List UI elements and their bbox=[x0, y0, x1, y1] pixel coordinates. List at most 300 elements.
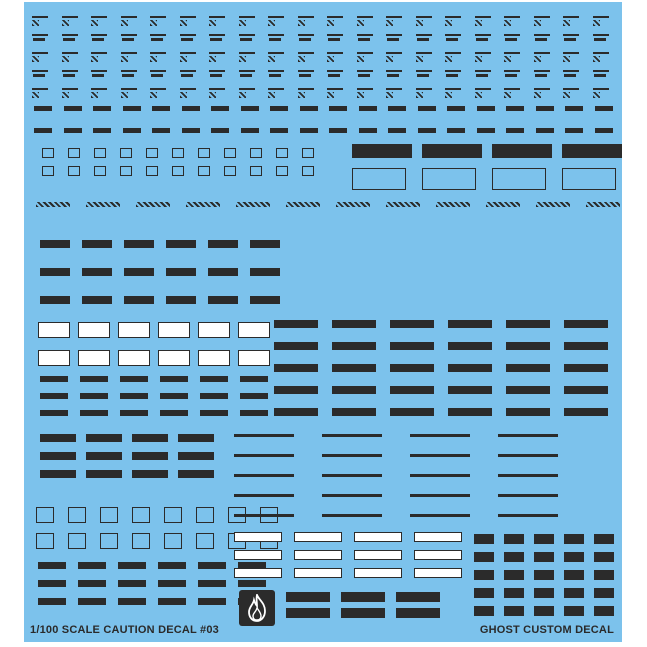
small-caution-mark bbox=[476, 74, 488, 77]
label-block bbox=[152, 128, 170, 133]
danger-label bbox=[78, 598, 106, 605]
small-box-mark bbox=[42, 166, 54, 176]
label-block bbox=[341, 592, 385, 602]
caution-label bbox=[124, 296, 154, 304]
small-caution-mark bbox=[357, 70, 373, 72]
hazard-stripe bbox=[504, 20, 511, 26]
small-dark-block bbox=[564, 534, 584, 544]
hazard-stripe bbox=[268, 20, 275, 26]
label-block bbox=[418, 106, 436, 111]
danger-label bbox=[158, 598, 186, 605]
caution-keep-clear-label bbox=[414, 550, 462, 560]
small-dark-block bbox=[534, 606, 554, 616]
danger-label bbox=[78, 562, 106, 569]
square-mark bbox=[164, 507, 182, 523]
receptive-panel-label bbox=[332, 320, 376, 328]
small-caution-mark bbox=[446, 74, 458, 77]
caution-label bbox=[80, 393, 108, 399]
receptive-panel-label bbox=[506, 320, 550, 328]
small-caution-mark bbox=[357, 34, 373, 36]
small-caution-mark bbox=[239, 34, 255, 36]
small-dark-block bbox=[474, 534, 494, 544]
caution-label bbox=[40, 240, 70, 248]
small-dark-block bbox=[594, 588, 614, 598]
small-caution-mark bbox=[33, 38, 45, 41]
small-dark-block bbox=[534, 534, 554, 544]
hazard-stripe bbox=[445, 92, 452, 98]
small-caution-mark bbox=[62, 88, 78, 90]
long-line-mark bbox=[498, 494, 558, 497]
adhesive-panel-label bbox=[40, 470, 76, 478]
small-caution-mark bbox=[357, 52, 373, 54]
danger-label bbox=[78, 580, 106, 587]
small-caution-mark bbox=[563, 70, 579, 72]
caution-label bbox=[80, 410, 108, 416]
label-block bbox=[211, 128, 229, 133]
small-caution-mark bbox=[593, 34, 609, 36]
small-caution-mark bbox=[32, 16, 48, 18]
small-caution-mark bbox=[387, 74, 399, 77]
long-line-mark bbox=[322, 494, 382, 497]
small-caution-mark bbox=[504, 34, 520, 36]
caution-label bbox=[166, 240, 196, 248]
hazard-stripe bbox=[268, 56, 275, 62]
small-box-mark bbox=[250, 148, 262, 158]
small-caution-mark bbox=[32, 52, 48, 54]
label-block bbox=[211, 106, 229, 111]
caution-label bbox=[200, 376, 228, 382]
long-line-mark bbox=[234, 454, 294, 457]
small-caution-mark bbox=[327, 34, 343, 36]
small-dark-block bbox=[594, 570, 614, 580]
small-caution-mark bbox=[209, 52, 225, 54]
label-block bbox=[536, 128, 554, 133]
small-caution-mark bbox=[386, 88, 402, 90]
hazard-stripe bbox=[286, 202, 320, 207]
panel-block bbox=[422, 144, 482, 158]
small-caution-mark bbox=[445, 88, 461, 90]
small-dark-block bbox=[504, 588, 524, 598]
hazard-stripe bbox=[136, 202, 170, 207]
small-caution-mark bbox=[91, 16, 107, 18]
caution-label bbox=[82, 296, 112, 304]
small-caution-mark bbox=[62, 52, 78, 54]
hazard-stripe bbox=[239, 20, 246, 26]
small-caution-mark bbox=[239, 70, 255, 72]
caution-label bbox=[40, 410, 68, 416]
small-caution-mark bbox=[593, 52, 609, 54]
square-mark bbox=[100, 507, 118, 523]
receptive-panel-label bbox=[564, 408, 608, 416]
caution-label bbox=[166, 268, 196, 276]
receptive-panel-label bbox=[506, 342, 550, 350]
small-caution-mark bbox=[416, 52, 432, 54]
small-caution-mark bbox=[239, 52, 255, 54]
small-caution-mark bbox=[593, 70, 609, 72]
small-caution-mark bbox=[386, 34, 402, 36]
hazard-stripe bbox=[239, 56, 246, 62]
small-dark-block bbox=[564, 606, 584, 616]
caution-keep-clear-label bbox=[414, 568, 462, 578]
receptive-panel-label bbox=[390, 342, 434, 350]
small-caution-mark bbox=[534, 16, 550, 18]
label-block bbox=[359, 128, 377, 133]
long-line-mark bbox=[410, 514, 470, 517]
caution-label bbox=[40, 268, 70, 276]
small-dark-block bbox=[504, 552, 524, 562]
small-caution-mark bbox=[534, 88, 550, 90]
adhesive-panel-label bbox=[178, 434, 214, 442]
small-caution-mark bbox=[445, 70, 461, 72]
small-caution-mark bbox=[91, 52, 107, 54]
square-mark bbox=[260, 507, 278, 523]
label-block bbox=[34, 128, 52, 133]
panel-block bbox=[492, 144, 552, 158]
small-caution-mark bbox=[121, 34, 137, 36]
small-box-mark bbox=[120, 148, 132, 158]
danger-label bbox=[38, 580, 66, 587]
long-line-mark bbox=[410, 474, 470, 477]
caution-keep-clear-label bbox=[234, 550, 282, 560]
small-caution-mark bbox=[180, 34, 196, 36]
caution-label bbox=[250, 240, 280, 248]
small-caution-mark bbox=[386, 16, 402, 18]
receptive-panel-label bbox=[448, 408, 492, 416]
caution-label bbox=[120, 376, 148, 382]
hazard-stripe bbox=[357, 56, 364, 62]
small-caution-mark bbox=[563, 52, 579, 54]
small-caution-mark bbox=[62, 70, 78, 72]
caution-label bbox=[250, 296, 280, 304]
small-box-mark bbox=[198, 148, 210, 158]
small-caution-mark bbox=[91, 70, 107, 72]
small-caution-mark bbox=[328, 74, 340, 77]
caution-label bbox=[200, 410, 228, 416]
receptive-panel-label bbox=[274, 364, 318, 372]
receptive-panel-label bbox=[448, 364, 492, 372]
small-box-mark bbox=[172, 166, 184, 176]
small-caution-mark bbox=[150, 34, 166, 36]
label-block bbox=[418, 128, 436, 133]
small-caution-mark bbox=[151, 74, 163, 77]
adhesive-panel-label bbox=[132, 434, 168, 442]
small-caution-mark bbox=[122, 74, 134, 77]
hazard-stripe bbox=[445, 20, 452, 26]
caution-label bbox=[40, 296, 70, 304]
hazard-stripe bbox=[298, 56, 305, 62]
hazard-stripe bbox=[268, 92, 275, 98]
small-caution-mark bbox=[504, 52, 520, 54]
small-caution-mark bbox=[564, 38, 576, 41]
danger-label bbox=[118, 562, 146, 569]
hazard-stripe bbox=[504, 56, 511, 62]
caution-keep-clear-label bbox=[354, 568, 402, 578]
small-caution-mark bbox=[62, 16, 78, 18]
danger-label bbox=[118, 350, 150, 366]
small-caution-mark bbox=[534, 52, 550, 54]
footer-brand: GHOST CUSTOM DECAL bbox=[479, 624, 614, 636]
danger-label bbox=[158, 322, 190, 338]
receptive-panel-label bbox=[390, 364, 434, 372]
danger-label bbox=[238, 322, 270, 338]
small-caution-mark bbox=[32, 70, 48, 72]
small-dark-block bbox=[504, 570, 524, 580]
small-caution-mark bbox=[505, 74, 517, 77]
label-block bbox=[241, 128, 259, 133]
small-caution-mark bbox=[268, 52, 284, 54]
hazard-stripe bbox=[180, 92, 187, 98]
receptive-panel-label bbox=[448, 386, 492, 394]
label-block bbox=[123, 128, 141, 133]
label-block bbox=[93, 128, 111, 133]
small-caution-mark bbox=[298, 70, 314, 72]
hazard-stripe bbox=[586, 202, 620, 207]
hazard-stripe bbox=[486, 202, 520, 207]
small-dark-block bbox=[594, 552, 614, 562]
label-block bbox=[396, 592, 440, 602]
small-caution-mark bbox=[32, 34, 48, 36]
adhesive-panel-label bbox=[40, 434, 76, 442]
small-caution-mark bbox=[209, 34, 225, 36]
long-line-mark bbox=[322, 474, 382, 477]
hazard-stripe bbox=[180, 56, 187, 62]
hazard-stripe bbox=[534, 92, 541, 98]
hazard-stripe bbox=[121, 20, 128, 26]
hazard-stripe bbox=[150, 20, 157, 26]
small-caution-mark bbox=[151, 38, 163, 41]
hazard-stripe bbox=[86, 202, 120, 207]
long-line-mark bbox=[498, 474, 558, 477]
small-box-mark bbox=[42, 148, 54, 158]
small-caution-mark bbox=[33, 74, 45, 77]
label-block bbox=[286, 608, 330, 618]
caution-keep-clear-label bbox=[294, 568, 342, 578]
label-block bbox=[447, 106, 465, 111]
hazard-stripe bbox=[593, 56, 600, 62]
square-mark bbox=[36, 533, 54, 549]
receptive-panel-label bbox=[564, 386, 608, 394]
small-caution-mark bbox=[298, 52, 314, 54]
hazard-stripe bbox=[416, 20, 423, 26]
small-caution-mark bbox=[594, 74, 606, 77]
caution-label bbox=[124, 268, 154, 276]
label-block bbox=[182, 128, 200, 133]
hazard-stripe bbox=[121, 92, 128, 98]
small-caution-mark bbox=[416, 70, 432, 72]
caution-label bbox=[120, 410, 148, 416]
hazard-stripe bbox=[475, 92, 482, 98]
small-dark-block bbox=[534, 570, 554, 580]
small-box-mark bbox=[146, 166, 158, 176]
caution-label bbox=[160, 410, 188, 416]
small-caution-mark bbox=[299, 38, 311, 41]
small-dark-block bbox=[534, 588, 554, 598]
small-caution-mark bbox=[269, 74, 281, 77]
small-caution-mark bbox=[475, 88, 491, 90]
caution-label bbox=[250, 268, 280, 276]
hazard-stripe bbox=[180, 20, 187, 26]
hazard-stripe bbox=[32, 92, 39, 98]
long-line-mark bbox=[234, 434, 294, 437]
small-caution-mark bbox=[593, 88, 609, 90]
small-box-mark bbox=[172, 148, 184, 158]
hazard-stripe bbox=[504, 92, 511, 98]
hazard-stripe bbox=[121, 56, 128, 62]
hazard-stripe bbox=[327, 92, 334, 98]
small-caution-mark bbox=[475, 70, 491, 72]
receptive-panel-label bbox=[506, 408, 550, 416]
flame-icon bbox=[245, 594, 269, 622]
long-line-mark bbox=[498, 454, 558, 457]
small-caution-mark bbox=[475, 16, 491, 18]
small-dark-block bbox=[594, 534, 614, 544]
caution-label bbox=[82, 268, 112, 276]
small-caution-mark bbox=[563, 16, 579, 18]
danger-label bbox=[158, 580, 186, 587]
hazard-stripe bbox=[239, 92, 246, 98]
small-caution-mark bbox=[416, 88, 432, 90]
hazard-stripe bbox=[236, 202, 270, 207]
small-caution-mark bbox=[563, 88, 579, 90]
caution-label bbox=[166, 296, 196, 304]
label-block bbox=[329, 128, 347, 133]
caution-label bbox=[80, 376, 108, 382]
hazard-stripe bbox=[91, 20, 98, 26]
caution-label bbox=[160, 376, 188, 382]
small-caution-mark bbox=[180, 16, 196, 18]
small-caution-mark bbox=[327, 70, 343, 72]
label-block bbox=[341, 608, 385, 618]
receptive-panel-label bbox=[274, 320, 318, 328]
panel-outline bbox=[422, 168, 476, 190]
danger-label bbox=[238, 350, 270, 366]
hazard-stripe bbox=[386, 92, 393, 98]
receptive-panel-label bbox=[506, 364, 550, 372]
panel-outline bbox=[352, 168, 406, 190]
small-caution-mark bbox=[505, 38, 517, 41]
receptive-panel-label bbox=[564, 342, 608, 350]
small-caution-mark bbox=[357, 88, 373, 90]
caution-label bbox=[208, 268, 238, 276]
small-dark-block bbox=[564, 588, 584, 598]
long-line-mark bbox=[410, 454, 470, 457]
small-caution-mark bbox=[209, 88, 225, 90]
hazard-stripe bbox=[357, 92, 364, 98]
caution-label bbox=[40, 376, 68, 382]
receptive-panel-label bbox=[332, 364, 376, 372]
square-mark bbox=[68, 533, 86, 549]
small-caution-mark bbox=[417, 74, 429, 77]
small-box-mark bbox=[302, 148, 314, 158]
footer-scale-title: 1/100 SCALE CAUTION DECAL #03 bbox=[30, 624, 219, 636]
small-caution-mark bbox=[91, 34, 107, 36]
label-block bbox=[506, 128, 524, 133]
caution-keep-clear-label bbox=[234, 568, 282, 578]
hazard-stripe bbox=[563, 92, 570, 98]
small-caution-mark bbox=[417, 38, 429, 41]
hazard-stripe bbox=[62, 92, 69, 98]
small-dark-block bbox=[474, 588, 494, 598]
receptive-panel-label bbox=[332, 342, 376, 350]
small-box-mark bbox=[276, 166, 288, 176]
label-block bbox=[300, 128, 318, 133]
label-block bbox=[34, 106, 52, 111]
long-line-mark bbox=[410, 494, 470, 497]
small-box-mark bbox=[146, 148, 158, 158]
small-caution-mark bbox=[358, 38, 370, 41]
receptive-panel-label bbox=[448, 320, 492, 328]
small-dark-block bbox=[594, 606, 614, 616]
receptive-panel-label bbox=[390, 386, 434, 394]
label-block bbox=[182, 106, 200, 111]
small-caution-mark bbox=[150, 70, 166, 72]
hazard-stripe bbox=[62, 20, 69, 26]
small-dark-block bbox=[474, 552, 494, 562]
caution-label bbox=[160, 393, 188, 399]
long-line-mark bbox=[410, 434, 470, 437]
small-caution-mark bbox=[150, 52, 166, 54]
small-caution-mark bbox=[475, 52, 491, 54]
small-caution-mark bbox=[239, 16, 255, 18]
receptive-panel-label bbox=[448, 342, 492, 350]
label-block bbox=[595, 106, 613, 111]
small-caution-mark bbox=[594, 38, 606, 41]
adhesive-panel-label bbox=[132, 452, 168, 460]
small-caution-mark bbox=[92, 74, 104, 77]
small-caution-mark bbox=[180, 88, 196, 90]
danger-label bbox=[118, 322, 150, 338]
small-caution-mark bbox=[240, 38, 252, 41]
long-line-mark bbox=[234, 494, 294, 497]
small-caution-mark bbox=[445, 52, 461, 54]
caution-keep-clear-label bbox=[294, 550, 342, 560]
small-dark-block bbox=[474, 606, 494, 616]
label-block bbox=[595, 128, 613, 133]
small-caution-mark bbox=[534, 70, 550, 72]
receptive-panel-label bbox=[564, 320, 608, 328]
label-block bbox=[565, 106, 583, 111]
small-caution-mark bbox=[180, 52, 196, 54]
danger-label bbox=[198, 350, 230, 366]
hazard-stripe bbox=[386, 20, 393, 26]
small-caution-mark bbox=[239, 88, 255, 90]
hazard-stripe bbox=[536, 202, 570, 207]
square-mark bbox=[132, 507, 150, 523]
receptive-panel-label bbox=[332, 408, 376, 416]
hazard-stripe bbox=[91, 56, 98, 62]
label-block bbox=[565, 128, 583, 133]
small-caution-mark bbox=[268, 34, 284, 36]
small-caution-mark bbox=[593, 16, 609, 18]
small-caution-mark bbox=[150, 16, 166, 18]
small-caution-mark bbox=[386, 52, 402, 54]
small-caution-mark bbox=[328, 38, 340, 41]
hazard-stripe bbox=[186, 202, 220, 207]
hazard-stripe bbox=[534, 20, 541, 26]
small-caution-mark bbox=[504, 70, 520, 72]
small-caution-mark bbox=[121, 16, 137, 18]
small-caution-mark bbox=[32, 88, 48, 90]
label-block bbox=[152, 106, 170, 111]
hazard-stripe bbox=[436, 202, 470, 207]
long-line-mark bbox=[498, 434, 558, 437]
small-dark-block bbox=[564, 552, 584, 562]
small-dark-block bbox=[534, 552, 554, 562]
adhesive-panel-label bbox=[86, 434, 122, 442]
caution-label bbox=[208, 296, 238, 304]
small-caution-mark bbox=[445, 34, 461, 36]
small-dark-block bbox=[474, 570, 494, 580]
